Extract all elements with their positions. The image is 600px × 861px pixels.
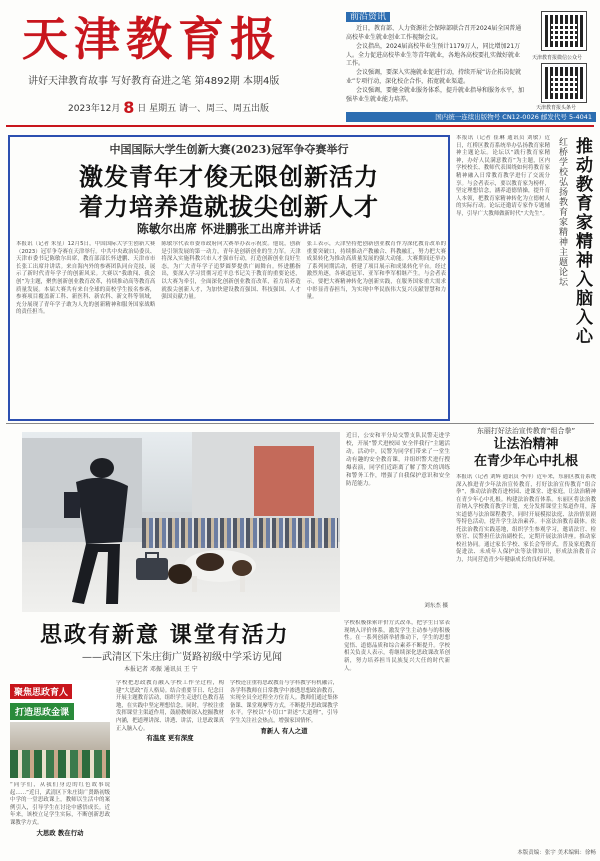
brief-item: 会议强调，要健全就业服务体系，提升就业指导和服务水平，加强毕业生就业能力培养。 [346, 87, 524, 103]
photo-credit: 刘东杰 摄 [424, 603, 448, 609]
masthead [8, 6, 338, 124]
side-article[interactable] [456, 135, 596, 421]
side-headline[interactable]: 推动教育家精神入脑入心 [572, 137, 592, 346]
law-article[interactable] [456, 426, 596, 854]
lower-headline[interactable]: 思政有新意 课堂有活力 [40, 623, 290, 648]
lead-article[interactable] [8, 135, 450, 421]
masthead-divider [6, 125, 594, 127]
lower-subhead: ——武清区下朱庄街广贤路初级中学采访见闻 [82, 652, 282, 663]
lower-column-subhead: 有温度 更有深度 [146, 734, 194, 743]
masthead-slogan: 讲好天津教育故事 写好教育奋进之笔 第4892期 本期4版 [28, 76, 280, 87]
lower-column [230, 680, 338, 852]
lower-column-text: 学校把思政教育融入学校工作全过程，构建“大思政”育人格局。结合重要节日、纪念日开展主题教育活动，组织学生走进红色教育基地，在实践中坚定理想信念。同时，学校注重发挥课堂主渠道作用，鼓励教师深入挖掘教材内涵，把道理讲深、讲透、讲活，让思政课真正入脑入心。 [116, 680, 224, 732]
news-photo[interactable] [22, 432, 340, 612]
lower-column-subhead: 大思政 教在行动 [36, 828, 84, 837]
news-brief [346, 12, 524, 118]
toutiao-qr-code[interactable] [542, 64, 586, 102]
lead-body [16, 241, 446, 417]
lower-byline: 本报记者 邓振 通讯员 王 宁 [124, 666, 198, 673]
side-body: 本报讯（记者 崔琳 通讯员 刘敏）近日，红桥区教育系统举办弘扬教育家精神主题论坛。论坛以“践行教育家精神，办好人民满意教育”为主题，区内学校校长、教师代表围绕如何将教育家精神融入日常教育教学进行了交流分享。与会者表示，要以教育家为榜样，坚定理想信念，涵养道德情操，提升育人本领，把教育家精神转化为立德树人的实际行动。论坛还邀请专家作专题辅导，引导广大教师做新时代“大先生”。 [456, 135, 550, 217]
side-kicker: 红桥学校弘扬教育家精神主题论坛 [557, 137, 567, 287]
brief-item: 近日，教育部、人力资源社会保障部联合召开2024届全国普通高校毕业生就业创业工作视频会议。 [346, 25, 522, 41]
law-headline[interactable]: 在青少年心中扎根 [473, 454, 578, 469]
law-body: 本报讯（记者 刘辉 通讯员 李洋）近年来，东丽区教育系统深入推进青少年法治宣传教育，打好法治宣传教育“组合拳”，推动法治教育进校园、进课堂、进家庭，让法治精神在青少年心中扎根。构建法治教育体系。东丽区将法治教育纳入学校教育教学计划，充分发挥课堂主渠道作用，落实道德与法治课程教学，同时开展模拟法庭、法治情景剧等特色活动，提升学生法治素养。丰富法治教育载体。依托法治教育实践基地，组织学生参观学习，邀请法官、检察官、民警担任法治副校长，定期开展法治讲座。推动家校社协同。通过家长学校、家长会等形式，普及家庭教育促进法、未成年人保护法等法律知识，形成法治教育合力，共同营造青少年健康成长的良好环境。 [456, 474, 596, 563]
lead-column: 张工表示，天津坚持把创新创业教育作为深化教育改革的重要突破口，持续推动产教融合、科教融汇，努力把大赛成果转化为推动高质量发展的强大动能。大赛期间还举办了系列同期活动，搭建了项目展示和成果转化平台。经过激烈角逐，各赛道冠军、亚军和季军相继产生。与会者表示，要把大赛精神转化为创新实践，在服务国家重大需求中彰显青春担当，为实现中华民族伟大复兴贡献智慧和力量。 [306, 241, 446, 301]
lower-column-text: 学校还注重将思政教育与学科教学有机融合，各学科教师在日常教学中渗透思想政治教育，实现全员全过程全方位育人。教师们通过集体备课、课堂观摩等方式，不断提升思政课教学水平。学校以“小切口”讲述“大道理”，引导学生关注社会热点，增强家国情怀。 [230, 680, 338, 724]
law-kicker: 东丽打好法治宣传教育“组合拳” [476, 427, 576, 435]
classroom-photo[interactable] [10, 722, 110, 778]
brief-item: 会议强调，要深入实施就业促进行动，持续开展“访企拓岗促就业”专项行动，深化校企合作，拓宽就业渠道。 [346, 69, 522, 85]
issue-date [68, 98, 269, 117]
brief-item: 会议指出，2024届高校毕业生预计1179万人，同比增加21万人。全力促进高校毕业生等青年就业，各地各高校要扎实做好就业工作。 [346, 43, 521, 68]
lead-kicker: 中国国际大学生创新大赛(2023)冠军争夺赛举行 [109, 143, 349, 156]
qr-label: 天津教育报头条号 [536, 105, 577, 111]
date-suffix: 日 星期五 请一、周三、周五出版 [137, 104, 269, 114]
lower-column [10, 782, 110, 852]
police-officer-figure [62, 452, 132, 612]
lead-subhead: 陈敏尔出席 怀进鹏张工出席并讲话 [136, 222, 322, 236]
lower-column-subhead: 育新人 有人之道 [260, 726, 308, 735]
photo-caption [346, 432, 450, 612]
badge-label: 聚焦思政育人 [10, 684, 72, 699]
date-day: 8 [123, 98, 135, 117]
lower-column-text: “同学们，从我们身边的红色故事说起……”近日，武清区下朱庄街广贤路初级中学的一堂思政课上，教师以生活中的案例引入，引导学生在讨论中感悟成长。近年来，该校立足学生实际，不断创新思政课教学方式。 [10, 782, 110, 826]
newspaper-logo[interactable]: 天津教育报 [22, 12, 282, 66]
lead-column: 陈敏尔代表市委市政府向大赛举办表示祝贺。他说，创新是引领发展的第一动力，青年是创新创业的生力军。天津将深入实施科教兴市人才强市行动，打造创新创业良好生态，为广大青年学子追梦圆梦提供广阔舞台。怀进鹏指出，要深入学习贯彻习近平总书记关于教育的重要论述，以大赛为牵引，全面深化创新创业教育改革，着力培养造就拔尖创新人才，为加快建设教育强国、科技强国、人才强国贡献力量。 [161, 241, 301, 301]
brief-tag: 前沿资讯 [346, 12, 390, 22]
law-headline[interactable]: 让法治精神 [493, 437, 559, 452]
lead-headline[interactable]: 激发青年才俊无限创新活力 [79, 163, 379, 191]
date-prefix: 2023年12月 [68, 104, 121, 114]
police-dog-figure [162, 540, 272, 592]
editor-credits: 本版责编：张宇 美术编辑：徐畅 [517, 850, 596, 856]
wechat-qr-code[interactable] [542, 12, 586, 50]
lead-column: 本报讯（记者 朱星）12月5日，中国国际大学生创新大赛（2023）冠军争夺赛在天津举行。中共中央政治局委员、天津市委书记陈敏尔出席，教育部部长怀进鹏、天津市市长张工出席并讲话。来自海内外的参赛团队同台竞技，展示了新时代青年学子的创新风采。大赛以“我敢闯、我会创”为主题，聚焦创新创业教育改革，持续推动高等教育高质量发展。本届大赛共有来自全球的高校学生报名参赛，参赛项目覆盖新工科、新医科、新农科、新文科等领域，充分展现了青年学子敢为人先的创新精神和服务国家战略的责任担当。 [16, 241, 156, 316]
caption-text: 近日，公安和平分局交警支队民警走进学校，开展“警犬进校园 安全伴我行”主题活动。活动中，民警为同学们带来了一堂生动有趣的安全教育课，并组织警犬进行搜爆表演，同学们近距离了解了警犬的训练和警务工作，增强了自我保护意识和安全防范能力。 [346, 433, 450, 487]
column-badge [10, 680, 110, 722]
lead-headline[interactable]: 着力培养造就拔尖创新人才 [79, 193, 379, 221]
publication-number: 国内统一连续出版物号 CN12-0026 邮发代号 5-4041 [346, 112, 596, 122]
suitcase-icon [134, 552, 170, 582]
badge-label: 打造思政金课 [10, 703, 74, 720]
lower-column: 学校积极探索评价方式改革，把学生日常表现纳入评价体系，激发学生主动参与的积极性。在一系列创新举措推动下，学生的思想觉悟、道德品质和综合素养不断提升。学校相关负责人表示，将继续深化思政课改革创新，努力培养担当民族复兴大任的时代新人。 [344, 620, 450, 672]
photo-building [254, 446, 314, 516]
qr-label: 天津教育报微信公众号 [532, 55, 583, 61]
section-divider [6, 423, 594, 424]
lower-column [116, 680, 224, 852]
